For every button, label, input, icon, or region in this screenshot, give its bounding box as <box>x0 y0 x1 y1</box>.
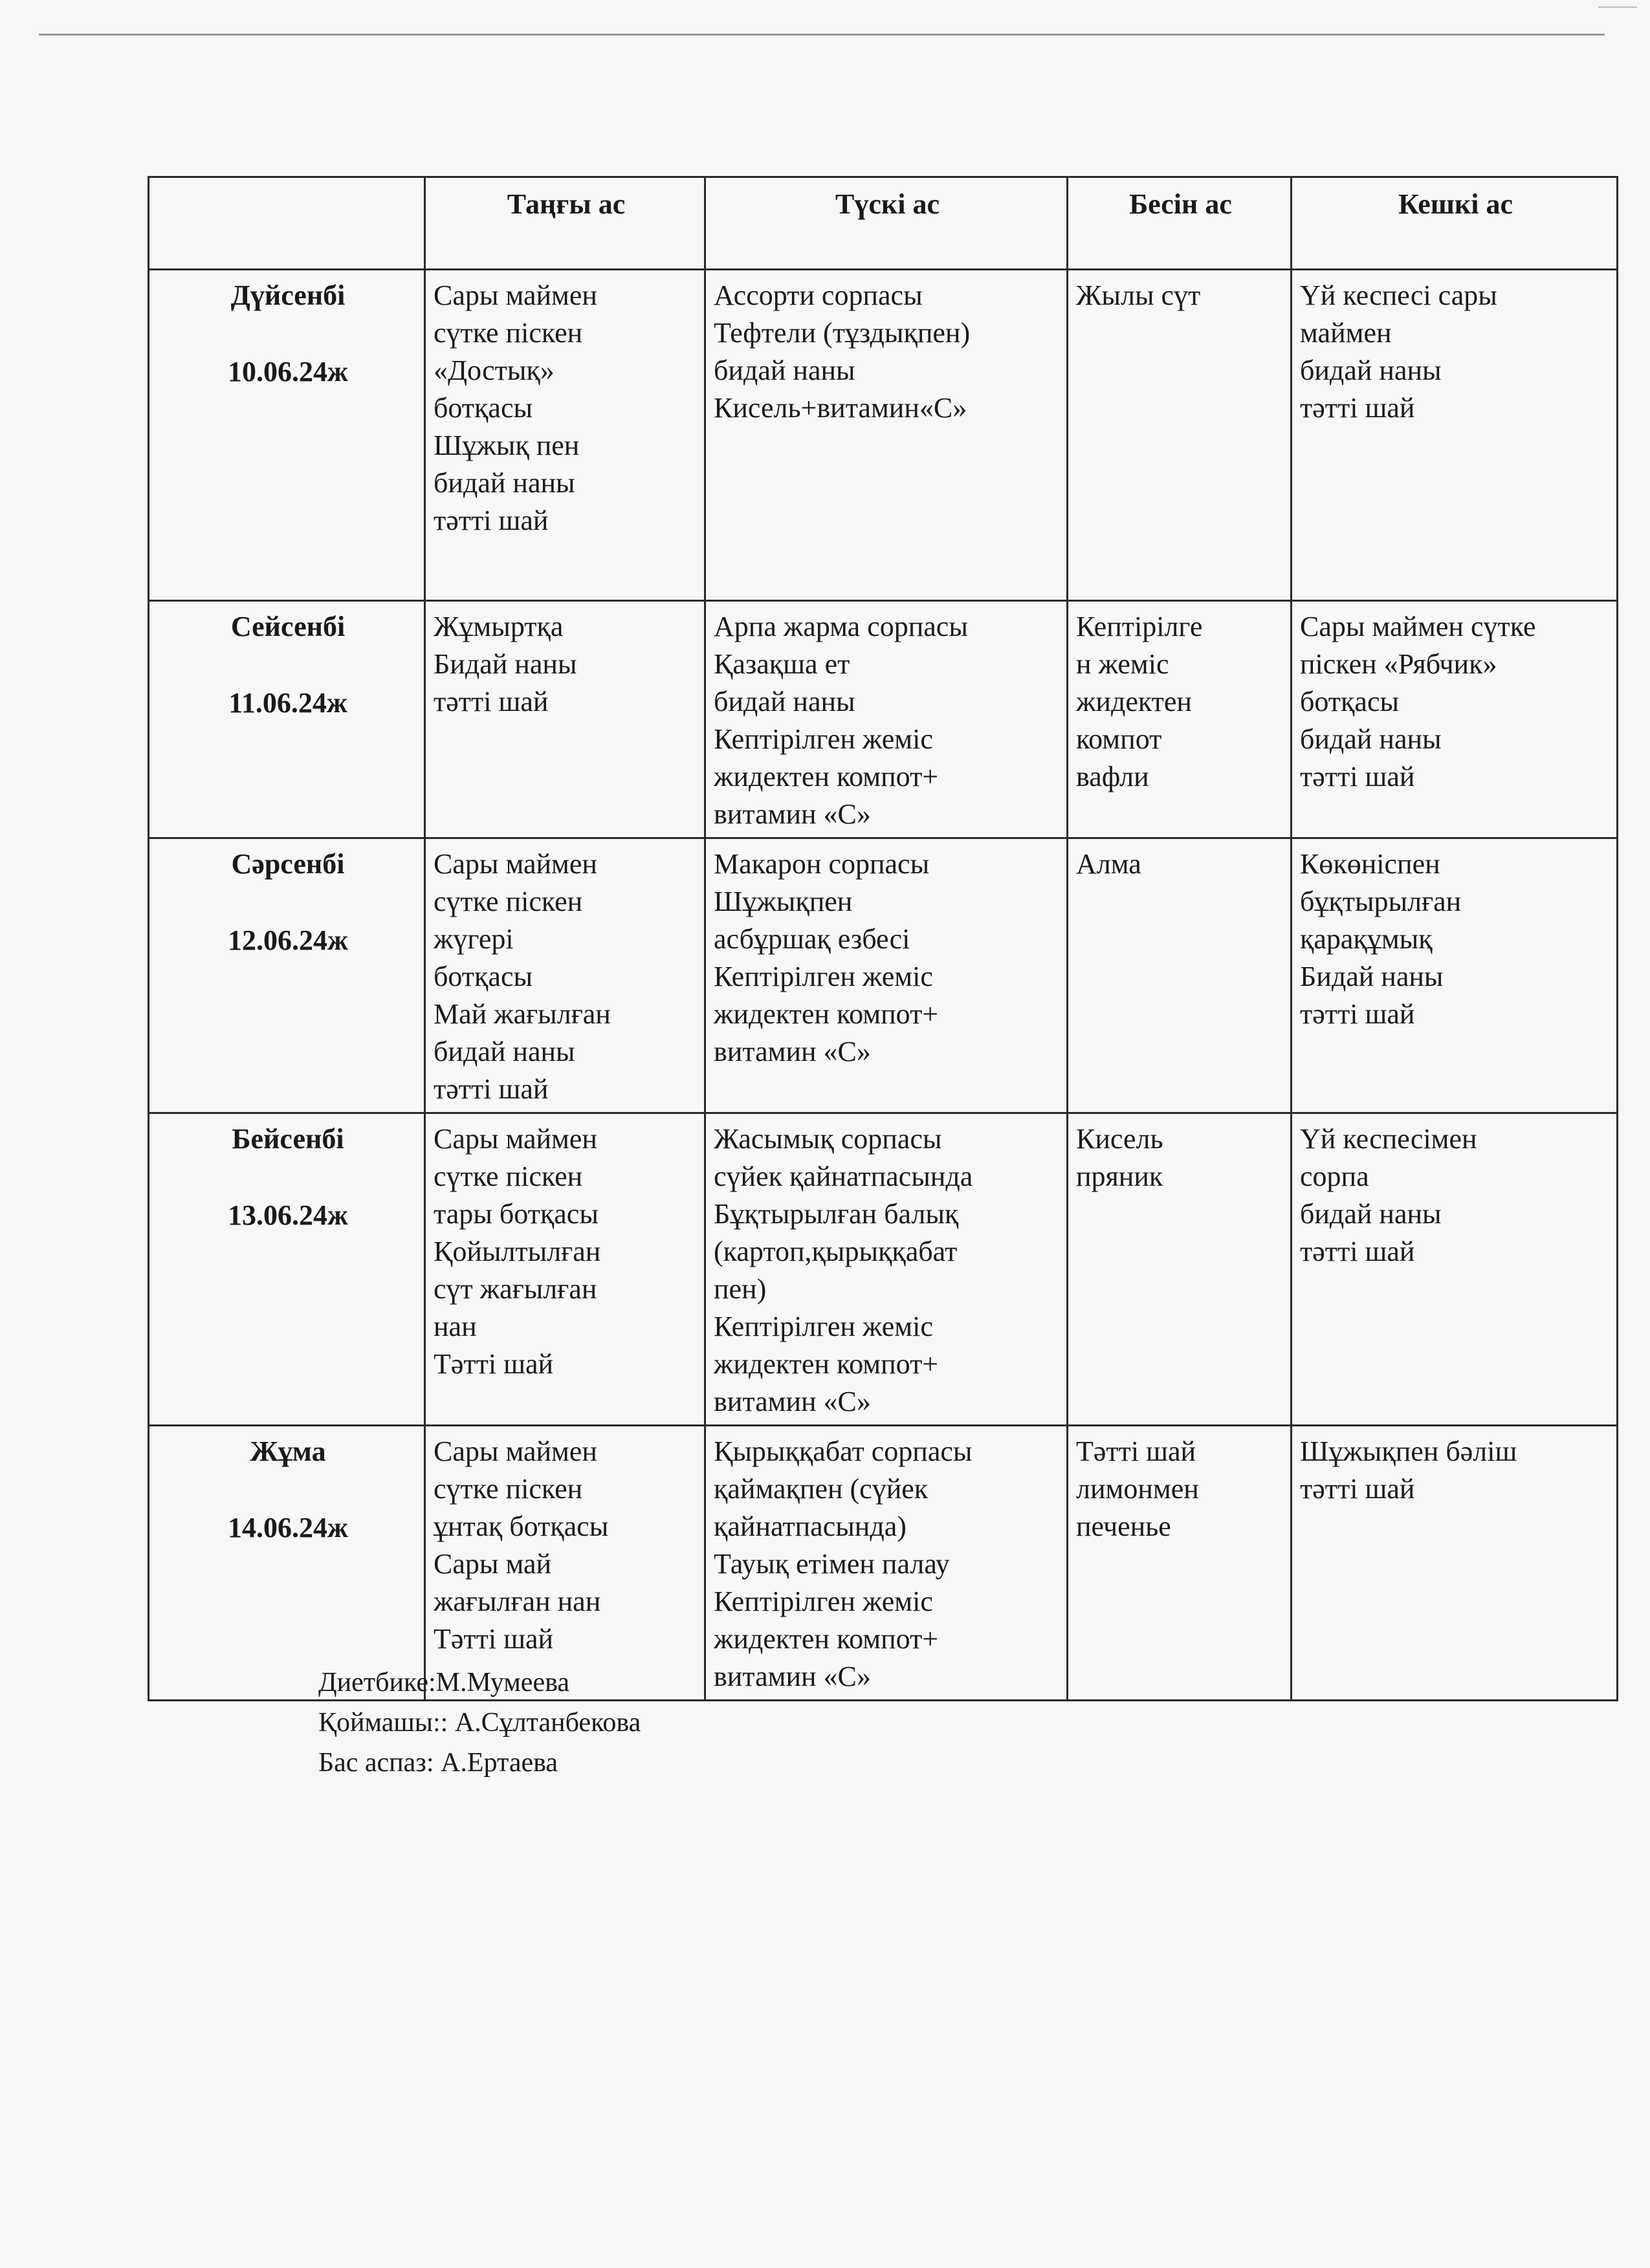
breakfast-cell <box>425 270 705 601</box>
dinner-item-line: сорпа <box>1300 1161 1369 1192</box>
breakfast-item-line: «Достық» <box>434 354 555 386</box>
lunch-item-line: витамин «С» <box>714 1661 871 1692</box>
dinner-item-line: Үй кеспесі сары <box>1300 279 1497 311</box>
dinner-item-line: Сары маймен сүтке <box>1300 611 1536 642</box>
day-cell <box>149 1113 425 1426</box>
snack-item-line: н жеміс <box>1076 648 1169 680</box>
dietitian-line: Диетбике:М.Мумеева <box>318 1668 570 1697</box>
lunch-item-line: Қырыққабат сорпасы <box>714 1435 973 1467</box>
snack-item-line: Тәтті шай <box>1076 1435 1196 1467</box>
dinner-item-line: тәтті шай <box>1300 1473 1415 1505</box>
dinner-item-line: бидай наны <box>1300 354 1442 386</box>
lunch-item-line: витамин «С» <box>714 798 871 830</box>
table-row <box>149 601 1618 838</box>
lunch-item-line: қаймақпен (сүйек <box>714 1473 929 1505</box>
lunch-item-line: сүйек қайнатпасында <box>714 1161 973 1192</box>
dinner-item-line: ботқасы <box>1300 686 1400 717</box>
lunch-item-line: жидектен компот+ <box>714 761 939 792</box>
dinner-item-line: тәтті шай <box>1300 761 1415 792</box>
breakfast-item-line: тәтті шай <box>434 686 549 717</box>
breakfast-item-line: Шұжық пен <box>434 430 580 461</box>
lunch-item-line: Жасымық сорпасы <box>714 1123 942 1155</box>
lunch-item-line: Кисель+витамин«С» <box>714 392 967 424</box>
lunch-item-line: жидектен компот+ <box>714 998 939 1030</box>
lunch-item-line: Кептірілген жеміс <box>714 961 933 992</box>
dinner-cell <box>1292 1426 1618 1701</box>
breakfast-item-line: сүтке піскен <box>434 1161 583 1192</box>
day-date: 11.06.24ж <box>228 687 347 719</box>
day-date: 10.06.24ж <box>228 356 348 387</box>
header-snack: Бесін ас <box>1068 177 1292 270</box>
dinner-item-line: Шұжықпен бәліш <box>1300 1435 1517 1467</box>
snack-cell <box>1068 601 1292 838</box>
snack-item-line: Алма <box>1076 848 1141 880</box>
storekeeper-line: Қоймашы:: А.Сұлтанбекова <box>318 1708 641 1738</box>
breakfast-item-line: сүтке піскен <box>434 886 583 917</box>
snack-cell <box>1068 1426 1292 1701</box>
lunch-cell <box>705 838 1068 1113</box>
signatures <box>318 1663 641 1783</box>
lunch-cell <box>705 270 1068 601</box>
breakfast-item-line: Сары май <box>434 1548 552 1580</box>
day-cell <box>149 838 425 1113</box>
day-name: Жұма <box>250 1435 326 1467</box>
dinner-cell <box>1292 270 1618 601</box>
day-cell <box>149 601 425 838</box>
header-breakfast: Таңғы ас <box>425 177 705 270</box>
breakfast-item-line: Сары маймен <box>434 1435 597 1467</box>
breakfast-item-line: жүгері <box>434 923 514 955</box>
breakfast-item-line: бидай наны <box>434 467 575 499</box>
lunch-item-line: Тауық етімен палау <box>714 1548 950 1580</box>
snack-item-line: компот <box>1076 723 1162 755</box>
day-date: 14.06.24ж <box>228 1512 348 1543</box>
dinner-item-line: маймен <box>1300 317 1392 349</box>
day-name: Бейсенбі <box>232 1123 344 1155</box>
lunch-item-line: Бұқтырылған балық <box>714 1198 959 1230</box>
snack-item-line: Кисель <box>1076 1123 1163 1155</box>
snack-item-line: печенье <box>1076 1510 1171 1542</box>
lunch-item-line: Қазақша ет <box>714 648 850 680</box>
dinner-item-line: қарақұмық <box>1300 923 1433 955</box>
lunch-item-line: жидектен компот+ <box>714 1623 939 1655</box>
snack-item-line: пряник <box>1076 1161 1163 1192</box>
lunch-item-line: Арпа жарма сорпасы <box>714 611 968 642</box>
breakfast-item-line: Сары маймен <box>434 848 597 880</box>
table-row <box>149 1426 1618 1701</box>
dinner-item-line: Бидай наны <box>1300 961 1444 992</box>
breakfast-item-line: Тәтті шай <box>434 1348 554 1380</box>
lunch-item-line: бидай наны <box>714 354 855 386</box>
breakfast-item-line: Май жағылған <box>434 998 611 1030</box>
day-date: 13.06.24ж <box>228 1199 348 1231</box>
lunch-item-line: Кептірілген жеміс <box>714 1311 933 1342</box>
lunch-cell <box>705 1426 1068 1701</box>
snack-cell <box>1068 1113 1292 1426</box>
dinner-item-line: тәтті шай <box>1300 1236 1415 1267</box>
day-cell <box>149 1426 425 1701</box>
breakfast-item-line: сүт жағылған <box>434 1273 597 1305</box>
breakfast-item-line: сүтке піскен <box>434 1473 583 1505</box>
lunch-item-line: Шұжықпен <box>714 886 853 917</box>
lunch-item-line: витамин «С» <box>714 1386 871 1417</box>
dinner-item-line: бидай наны <box>1300 723 1442 755</box>
breakfast-item-line: ботқасы <box>434 961 533 992</box>
header-row <box>149 177 1618 270</box>
breakfast-cell <box>425 1426 705 1701</box>
dinner-item-line: тәтті шай <box>1300 998 1415 1030</box>
dinner-item-line: піскен «Рябчик» <box>1300 648 1497 680</box>
breakfast-item-line: Қойылтылған <box>434 1236 601 1267</box>
snack-item-line: жидектен <box>1076 686 1192 717</box>
lunch-cell <box>705 1113 1068 1426</box>
dinner-item-line: бидай наны <box>1300 1198 1442 1230</box>
breakfast-cell <box>425 838 705 1113</box>
breakfast-item-line: тәтті шай <box>434 1073 549 1105</box>
breakfast-item-line: сүтке піскен <box>434 317 583 349</box>
snack-item-line: вафли <box>1076 761 1149 792</box>
lunch-item-line: витамин «С» <box>714 1036 871 1067</box>
snack-cell <box>1068 270 1292 601</box>
dinner-cell <box>1292 838 1618 1113</box>
head-cook-line: Бас аспаз: А.Ертаева <box>318 1748 558 1778</box>
snack-cell <box>1068 838 1292 1113</box>
day-name: Дүйсенбі <box>230 279 346 311</box>
table-row <box>149 838 1618 1113</box>
day-name: Сәрсенбі <box>231 848 345 880</box>
scan-corner-mark <box>1598 6 1637 21</box>
weekly-menu-table <box>148 176 1618 1701</box>
lunch-cell <box>705 601 1068 838</box>
breakfast-item-line: ботқасы <box>434 392 533 424</box>
breakfast-item-line: Бидай наны <box>434 648 577 680</box>
breakfast-item-line: жағылған нан <box>434 1586 601 1617</box>
dinner-cell <box>1292 601 1618 838</box>
breakfast-item-line: ұнтақ ботқасы <box>434 1510 609 1542</box>
lunch-item-line: жидектен компот+ <box>714 1348 939 1380</box>
breakfast-item-line: тәтті шай <box>434 505 549 536</box>
day-cell <box>149 270 425 601</box>
lunch-item-line: асбұршақ езбесі <box>714 923 910 955</box>
dinner-item-line: бұқтырылған <box>1300 886 1462 917</box>
lunch-item-line: Макарон сорпасы <box>714 848 930 880</box>
breakfast-cell <box>425 1113 705 1426</box>
header-day <box>149 177 425 270</box>
lunch-item-line: Кептірілген жеміс <box>714 723 933 755</box>
breakfast-item-line: нан <box>434 1311 477 1342</box>
lunch-item-line: (картоп,қырыққабат <box>714 1236 958 1267</box>
dinner-item-line: Көкөніспен <box>1300 848 1440 880</box>
dinner-cell <box>1292 1113 1618 1426</box>
scan-edge-line <box>39 34 1605 36</box>
lunch-item-line: бидай наны <box>714 686 855 717</box>
day-date: 12.06.24ж <box>228 924 348 956</box>
breakfast-item-line: Тәтті шай <box>434 1623 554 1655</box>
lunch-item-line: Ассорти сорпасы <box>714 279 923 311</box>
breakfast-cell <box>425 601 705 838</box>
snack-item-line: Кептірілге <box>1076 611 1203 642</box>
lunch-item-line: Кептірілген жеміс <box>714 1586 933 1617</box>
lunch-item-line: қайнатпасында) <box>714 1510 907 1542</box>
day-name: Сейсенбі <box>230 611 346 642</box>
table-row <box>149 270 1618 601</box>
dinner-item-line: Үй кеспесімен <box>1300 1123 1477 1155</box>
breakfast-item-line: бидай наны <box>434 1036 575 1067</box>
breakfast-item-line: тары ботқасы <box>434 1198 599 1230</box>
lunch-item-line: пен) <box>714 1273 767 1305</box>
header-lunch: Түскі ас <box>705 177 1068 270</box>
lunch-item-line: Тефтели (тұздықпен) <box>714 317 971 349</box>
snack-item-line: Жылы сүт <box>1076 279 1201 311</box>
breakfast-item-line: Жұмыртқа <box>434 611 564 642</box>
breakfast-item-line: Сары маймен <box>434 1123 597 1155</box>
dinner-item-line: тәтті шай <box>1300 392 1415 424</box>
breakfast-item-line: Сары маймен <box>434 279 597 311</box>
table-row <box>149 1113 1618 1426</box>
header-dinner: Кешкі ас <box>1292 177 1618 270</box>
snack-item-line: лимонмен <box>1076 1473 1199 1505</box>
